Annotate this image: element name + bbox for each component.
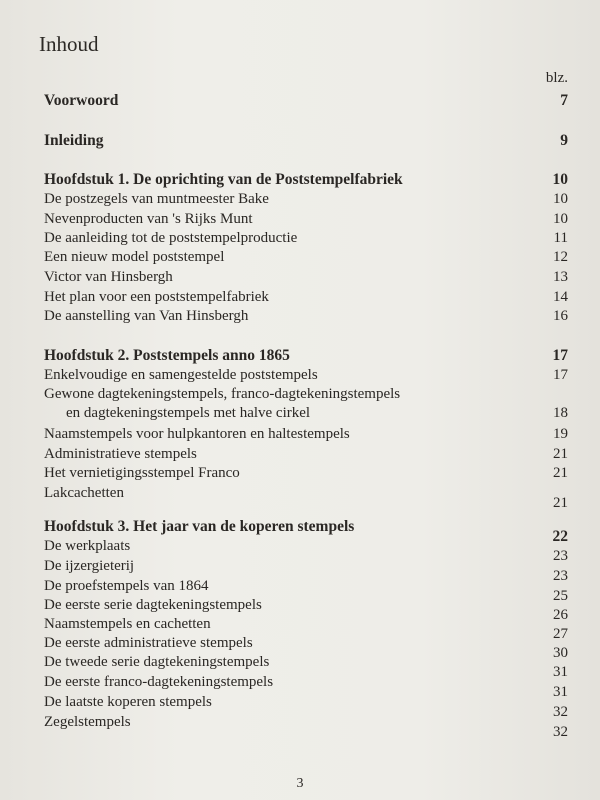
toc-entry [44, 634, 568, 661]
toc-entry-page: 32 [553, 704, 568, 720]
toc-entry [44, 653, 568, 680]
bleed-through-text [300, 20, 590, 40]
page-number: 3 [296, 776, 304, 791]
toc-entry-label: De eerste franco-dagtekeningstempels [44, 674, 274, 690]
toc-entry-label: Administratieve stempels [44, 446, 197, 462]
toc-entry-page: 26 [553, 607, 568, 623]
toc-entry [44, 404, 568, 423]
toc-entry-page: 23 [553, 568, 568, 584]
toc-entry-page: 7 [560, 92, 568, 109]
toc-heading [44, 170, 568, 189]
toc-entry [44, 210, 568, 229]
toc-entry-page: 21 [553, 446, 568, 462]
toc-entry-page: 10 [552, 171, 568, 188]
toc-entry-page: 23 [553, 548, 568, 564]
toc-entry-label: De ijzergieterij [44, 558, 135, 574]
toc-entry [44, 577, 568, 604]
toc-entry-label: Het vernietigingsstempel Franco [44, 465, 240, 481]
toc-entry-label: De tweede serie dagtekeningstempels [44, 654, 270, 670]
toc-entry-label: Gewone dagtekeningstempels, franco-dagtekeningstempels [44, 386, 401, 402]
toc-entry [44, 425, 568, 444]
toc-entry-page: 21 [553, 465, 568, 481]
toc-entry [44, 484, 568, 511]
toc-entry-label: De laatste koperen stempels [44, 694, 212, 710]
toc-entry-label: De eerste serie dagtekeningstempels [44, 597, 262, 613]
toc-heading [44, 517, 568, 545]
toc-entry-page: 30 [553, 645, 568, 661]
toc-entry-page: 17 [552, 347, 568, 364]
toc-entry [44, 248, 568, 267]
toc-entry-label: Inleiding [44, 132, 104, 149]
toc-heading [44, 346, 568, 365]
toc-entry-page: 18 [553, 405, 568, 421]
toc-entry-page: 9 [560, 132, 568, 149]
toc-entry-page: 27 [553, 626, 568, 642]
toc-entry [44, 366, 568, 385]
toc-entry-page [548, 385, 568, 404]
toc-entry [44, 596, 568, 623]
toc-entry-label: Het plan voor een poststempelfabriek [44, 289, 269, 305]
toc-entry-page: 12 [553, 249, 568, 265]
toc-entry [44, 537, 568, 564]
toc-heading [44, 91, 568, 110]
toc-entry-label: Hoofdstuk 2. Poststempels anno 1865 [44, 347, 290, 364]
toc-entry [44, 190, 568, 209]
toc-entry [44, 557, 568, 584]
toc-entry [44, 713, 568, 740]
toc-entry-page: 10 [553, 211, 568, 227]
toc-entry [44, 673, 568, 700]
toc-entry [44, 445, 568, 464]
toc-entry [44, 693, 568, 720]
toc-entry-label: en dagtekeningstempels met halve cirkel [66, 405, 311, 421]
toc-entry-label: Zegelstempels [44, 714, 131, 730]
toc-entry-page: 10 [553, 191, 568, 207]
toc-entry [44, 288, 568, 307]
toc-entry-label: Voorwoord [44, 92, 119, 109]
toc-entry-page: 14 [553, 289, 568, 305]
toc-entry [44, 385, 568, 404]
toc-entry [44, 615, 568, 642]
toc-entry-label: Enkelvoudige en samengestelde poststempels [44, 367, 318, 383]
toc-entry-label: Victor van Hinsbergh [44, 269, 173, 285]
toc-entry-page: 21 [553, 495, 568, 511]
toc-entry-label: Lakcachetten [44, 485, 124, 501]
toc-entry-label: De aanleiding tot de poststempelproductie [44, 230, 298, 246]
toc-entry-label: De postzegels van muntmeester Bake [44, 191, 269, 207]
page-title: Inhoud [39, 32, 99, 56]
toc-entry-page: 22 [552, 528, 568, 545]
toc-entry-label: Hoofdstuk 1. De oprichting van de Poststempelfabriek [44, 171, 403, 188]
toc-entry-page: 19 [553, 426, 568, 442]
page-column-header: blz. [545, 70, 568, 86]
toc-entry-page: 31 [553, 684, 568, 700]
toc-entry-label: Een nieuw model poststempel [44, 249, 225, 265]
toc-entry-page: 16 [553, 308, 568, 324]
toc-entry-label: Nevenproducten van 's Rijks Munt [44, 211, 253, 227]
toc-entry [44, 229, 568, 248]
toc-entry-page: 13 [553, 269, 568, 285]
toc-entry [44, 464, 568, 483]
toc-entry-page: 31 [553, 664, 568, 680]
toc-entry-label: De proefstempels van 1864 [44, 578, 209, 594]
toc-entry-label: De werkplaats [44, 538, 131, 554]
toc-entry [44, 307, 568, 326]
toc-entry-label: Hoofdstuk 3. Het jaar van de koperen stempels [44, 518, 355, 535]
toc-entry-page: 17 [553, 367, 568, 383]
toc-entry-label: De eerste administratieve stempels [44, 635, 253, 651]
toc-entry [44, 268, 568, 287]
toc-entry-page: 25 [553, 588, 568, 604]
toc-entry-label: Naamstempels voor hulpkantoren en haltestempels [44, 426, 350, 442]
toc-heading [44, 131, 568, 150]
toc-entry-label: Naamstempels en cachetten [44, 616, 211, 632]
toc-entry-page: 32 [553, 724, 568, 740]
toc-entry-page: 11 [553, 230, 568, 246]
toc-entry-label: De aanstelling van Van Hinsbergh [44, 308, 249, 324]
